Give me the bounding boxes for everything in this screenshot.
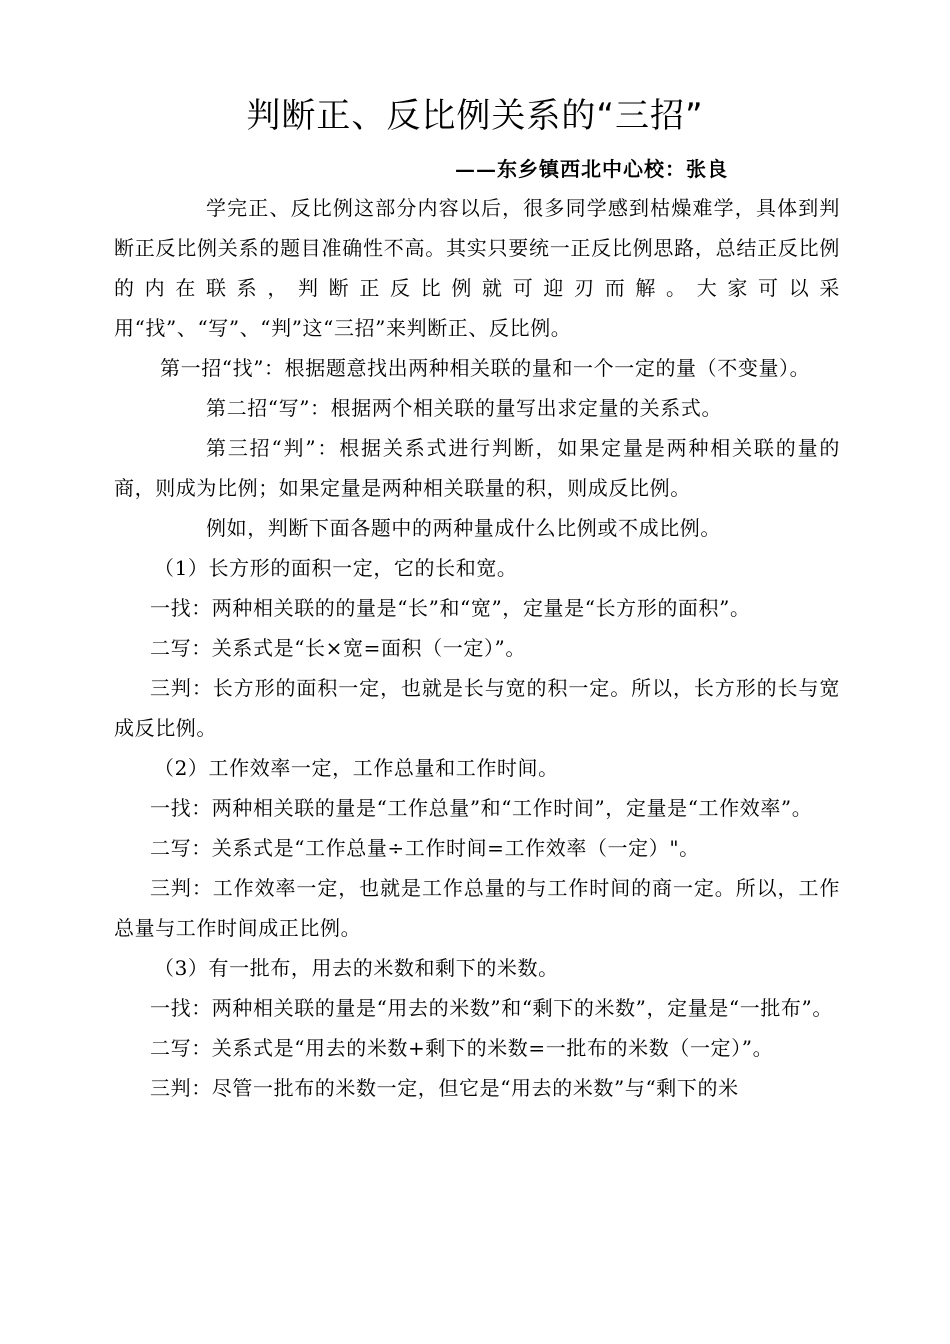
document-author: ——东乡镇西北中心校：张良 bbox=[455, 157, 728, 181]
example-1-heading: （1）长方形的面积一定，它的长和宽。 bbox=[154, 556, 518, 580]
paragraph-example-intro: 例如，判断下面各题中的两种量成什么比例或不成比例。 bbox=[206, 516, 721, 540]
paragraph-step-3: 第三招“判”：根据关系式进行判断，如果定量是两种相关联的量的商，则成为比例；如果定量是两种相关联量的积，则成反比例。 bbox=[114, 436, 840, 500]
example-2-judge: 三判：工作效率一定，也就是工作总量的与工作时间的商一定。所以，工作总量与工作时间成正比例。 bbox=[114, 876, 840, 940]
example-3-judge: 三判：尽管一批布的米数一定，但它是“用去的米数”与“剩下的米 bbox=[150, 1076, 739, 1100]
example-2-write: 二写：关系式是“工作总量÷工作时间=工作效率（一定）"。 bbox=[150, 836, 700, 860]
document-body bbox=[114, 188, 840, 1108]
example-1-find: 一找：两种相关联的的量是“长”和“宽”，定量是“长方形的面积”。 bbox=[150, 596, 751, 620]
example-3-find: 一找：两种相关联的量是“用去的米数”和“剩下的米数”，定量是“一批布”。 bbox=[150, 996, 833, 1020]
example-2-find: 一找：两种相关联的量是“工作总量”和“工作时间”，定量是“工作效率”。 bbox=[150, 796, 813, 820]
example-3-write: 二写：关系式是“用去的米数+剩下的米数=一批布的米数（一定）”。 bbox=[150, 1036, 774, 1060]
paragraph-intro: 学完正、反比例这部分内容以后，很多同学感到枯燥难学，具体到判断正反比例关系的题目准确性不高。其实只要统一正反比例思路，总结正反比例的内在联系，判断正反比例就可迎刃而解。大家可以采用“找”、“写”、“判”这“三招”来判断正、反比例。 bbox=[114, 196, 840, 340]
paragraph-step-2: 第二招“写”：根据两个相关联的量写出求定量的关系式。 bbox=[206, 396, 723, 420]
example-3-heading: （3）有一批布，用去的米数和剩下的米数。 bbox=[154, 956, 559, 980]
example-1-write: 二写：关系式是“长×宽=面积（一定）”。 bbox=[150, 636, 526, 660]
document-title: 判断正、反比例关系的“三招” bbox=[246, 96, 704, 136]
example-1-judge: 三判：长方形的面积一定，也就是长与宽的积一定。所以，长方形的长与宽成反比例。 bbox=[114, 676, 840, 740]
example-2-heading: （2）工作效率一定，工作总量和工作时间。 bbox=[154, 756, 559, 780]
paragraph-step-1: 第一招“找”：根据题意找出两种相关联的量和一个一定的量（不变量）。 bbox=[160, 356, 811, 380]
